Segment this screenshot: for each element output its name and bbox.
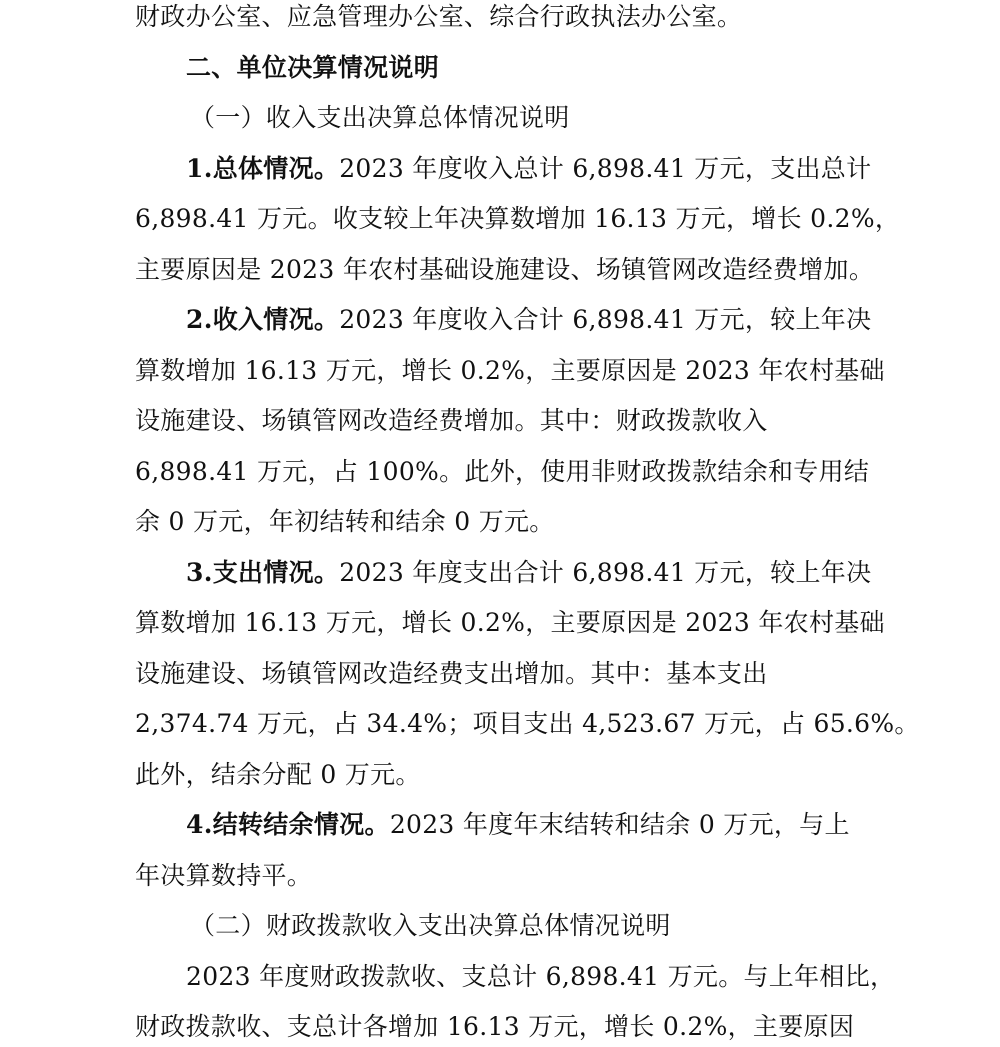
line-text: 6,898.41 万元，占 100%。此外，使用非财政拨款结余和专用结 — [135, 457, 870, 486]
line-text: 2,374.74 万元，占 34.4%；项目支出 4,523.67 万元，占 65.6%。 — [135, 709, 920, 738]
line-text: 此外，结余分配 0 万元。 — [135, 760, 421, 789]
subsection-heading-text: （一）收入支出决算总体情况说明 — [190, 103, 570, 132]
paragraph-line — [0, 603, 1000, 643]
item-heading: 4.结转结余情况。 — [186, 810, 390, 839]
subsection-heading — [0, 98, 1000, 138]
line-text: 算数增加 16.13 万元，增长 0.2%，主要原因是 2023 年农村基础 — [135, 356, 885, 385]
line-text: 2023 年度收入总计 6,898.41 万元，支出总计 — [339, 154, 872, 183]
paragraph-line — [0, 351, 1000, 391]
paragraph-line — [0, 553, 1000, 593]
section-heading-text: 二、单位决算情况说明 — [186, 53, 440, 82]
paragraph-line — [0, 149, 1000, 189]
section-heading — [0, 48, 1000, 88]
paragraph-line — [0, 250, 1000, 290]
paragraph-line — [0, 300, 1000, 340]
line-text: 2023 年度财政拨款收、支总计 6,898.41 万元。与上年相比， — [186, 962, 896, 991]
paragraph-line — [0, 199, 1000, 239]
line-text: 主要原因是 2023 年农村基础设施建设、场镇管网改造经费增加。 — [135, 255, 875, 284]
subsection-heading — [0, 906, 1000, 946]
paragraph-line — [0, 805, 1000, 845]
paragraph-line — [0, 856, 1000, 896]
line-text: 2023 年度年末结转和结余 0 万元，与上 — [389, 810, 850, 839]
paragraph-line — [0, 452, 1000, 492]
line-text: 设施建设、场镇管网改造经费支出增加。其中：基本支出 — [135, 659, 768, 688]
item-heading: 1.总体情况。 — [186, 154, 340, 183]
paragraph-line — [0, 755, 1000, 795]
line-text: 年决算数持平。 — [135, 861, 313, 890]
line-text: 财政拨款收、支总计各增加 16.13 万元，增长 0.2%，主要原因 — [135, 1012, 855, 1041]
line-text: 余 0 万元，年初结转和结余 0 万元。 — [135, 507, 555, 536]
paragraph-line — [0, 704, 1000, 744]
line-text: 财政办公室、应急管理办公室、综合行政执法办公室。 — [135, 2, 743, 31]
paragraph-line — [0, 502, 1000, 542]
line-text: 2023 年度收入合计 6,898.41 万元，较上年决 — [339, 305, 872, 334]
line-text: 6,898.41 万元。收支较上年决算数增加 16.13 万元，增长 0.2%， — [135, 204, 901, 233]
paragraph-line — [0, 0, 1000, 37]
line-text: 设施建设、场镇管网改造经费增加。其中：财政拨款收入 — [135, 406, 768, 435]
line-text: 算数增加 16.13 万元，增长 0.2%，主要原因是 2023 年农村基础 — [135, 608, 885, 637]
line-text: 2023 年度支出合计 6,898.41 万元，较上年决 — [339, 558, 872, 587]
subsection-heading-text: （二）财政拨款收入支出决算总体情况说明 — [190, 911, 671, 940]
item-heading: 3.支出情况。 — [186, 558, 340, 587]
paragraph-line — [0, 654, 1000, 694]
item-heading: 2.收入情况。 — [186, 305, 340, 334]
paragraph-line — [0, 957, 1000, 997]
paragraph-line — [0, 1007, 1000, 1047]
paragraph-line — [0, 401, 1000, 441]
